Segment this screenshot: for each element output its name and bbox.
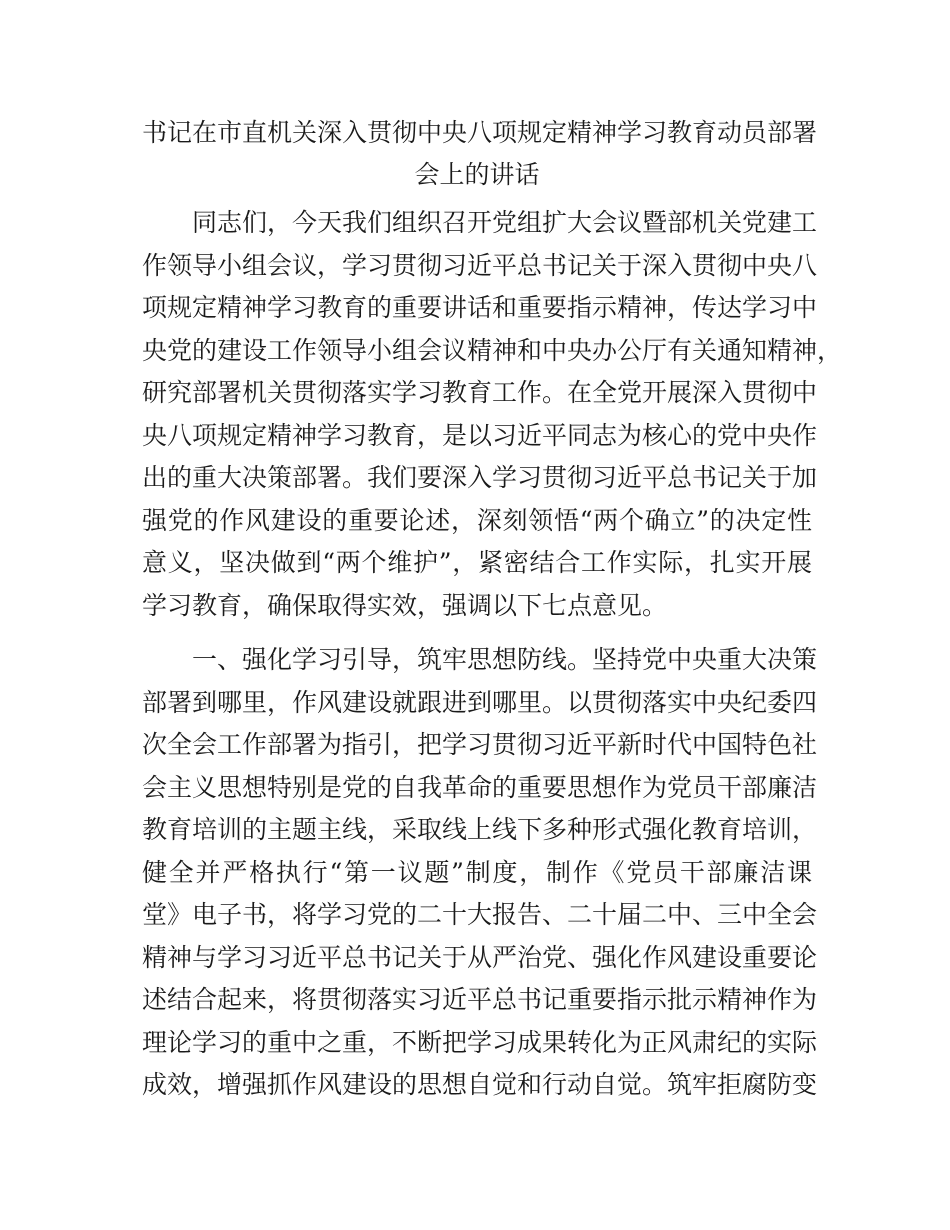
paragraph-opening bbox=[142, 202, 843, 627]
text-line: 部署到哪里，作风建设就跟进到哪里。以贯彻落实中央纪委四 bbox=[142, 687, 818, 717]
text-line: 述结合起来，将贯彻落实习近平总书记重要指示批示精神作为 bbox=[142, 985, 818, 1014]
paragraph-point-one bbox=[142, 639, 818, 1107]
document-page bbox=[142, 112, 843, 1107]
text-line: 作领导小组会议，学习贯彻习近平总书记关于深入贯彻中央八 bbox=[142, 250, 818, 280]
text-line: 强党的作风建设的重要论述，深刻领悟“两个确立”的决定性 bbox=[142, 505, 812, 535]
text-line: 理论学习的重中之重，不断把学习成果转化为正风肃纪的实际 bbox=[142, 1027, 818, 1057]
text-line: 出的重大决策部署。我们要深入学习贯彻习近平总书记关于加 bbox=[142, 463, 818, 492]
text-line: 项规定精神学习教育的重要讲话和重要指示精神，传达学习中 bbox=[142, 293, 818, 322]
text-line: 意义，坚决做到“两个维护”，紧密结合工作实际，扎实开展 bbox=[142, 548, 812, 577]
document-title bbox=[142, 112, 818, 196]
text-line: 一、强化学习引导，筑牢思想防线。坚持党中央重大决策 bbox=[192, 645, 818, 674]
text-line: 教育培训的主题主线，采取线上线下多种形式强化教育培训， bbox=[142, 815, 818, 844]
text-line: 堂》电子书，将学习党的二十大报告、二十届二中、三中全会 bbox=[142, 900, 818, 929]
text-line: 研究部署机关贯彻落实学习教育工作。在全党开展深入贯彻中 bbox=[142, 378, 818, 407]
title-line: 书记在市直机关深入贯彻中央八项规定精神学习教育动员部署 bbox=[142, 118, 818, 147]
text-line: 会主义思想特别是党的自我革命的重要思想作为党员干部廉洁 bbox=[142, 772, 818, 802]
text-line: 精神与学习习近平总书记关于从严治党、强化作风建设重要论 bbox=[142, 942, 818, 972]
text-line: 同志们，今天我们组织召开党组扩大会议暨部机关党建工 bbox=[192, 208, 818, 237]
text-line: 健全并严格执行“第一议题”制度，制作《党员干部廉洁课 bbox=[142, 857, 812, 887]
text-line: 学习教育，确保取得实效，强调以下七点意见。 bbox=[142, 590, 668, 620]
text-line: 央党的建设工作领导小组会议精神和中央办公厅有关通知精神， bbox=[142, 335, 843, 365]
title-line: 会上的讲话 bbox=[414, 160, 540, 189]
text-line: 成效，增强抓作风建设的思想自觉和行动自觉。筑牢拒腐防变 bbox=[142, 1070, 818, 1099]
text-line: 央八项规定精神学习教育，是以习近平同志为核心的党中央作 bbox=[142, 420, 818, 450]
text-line: 次全会工作部署为指引，把学习贯彻习近平新时代中国特色社 bbox=[142, 730, 818, 759]
